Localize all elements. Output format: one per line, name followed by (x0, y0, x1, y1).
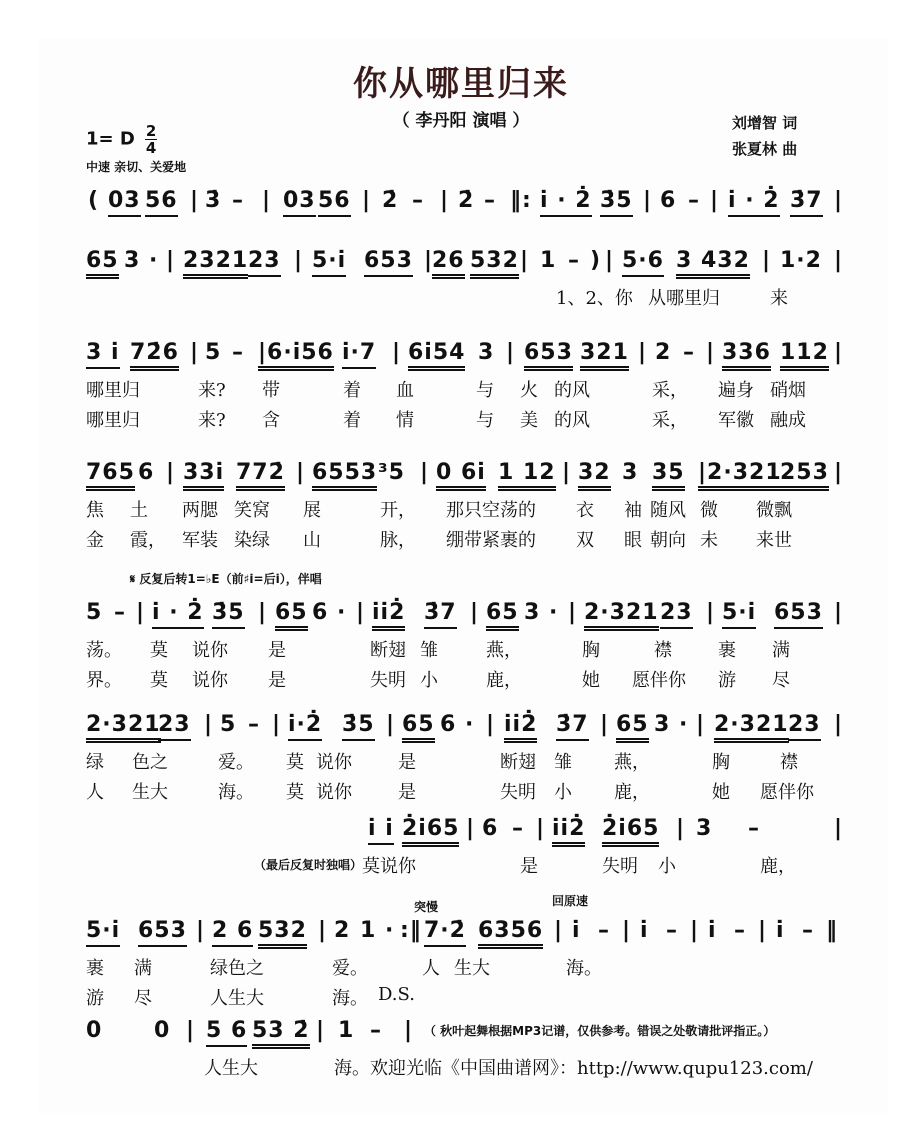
barline: | (186, 1018, 196, 1043)
lyric-syllable: 人生大 (210, 988, 264, 1009)
note-group: 5·i̇ (722, 600, 756, 629)
barline: | (204, 712, 214, 737)
barline: | (190, 340, 200, 365)
note-group: 112 (780, 340, 829, 371)
lyric-syllable: 满 (134, 958, 152, 979)
note-group: 772̇ (236, 460, 285, 491)
note-group: 56 (318, 188, 351, 217)
note-group: 65 (486, 600, 519, 631)
barline: | (470, 600, 480, 625)
note-group: 0 (154, 1018, 171, 1043)
barline: | (834, 188, 844, 213)
barline: | (316, 1018, 326, 1043)
note-group: 1 (540, 248, 557, 273)
time-sig-bottom: 4 (145, 139, 157, 157)
barline: | (622, 918, 632, 943)
lyric-syllable: 眼 (624, 530, 642, 551)
lyric-syllable: 着 (343, 410, 361, 431)
lyric-syllable: 哪里归 (86, 410, 140, 431)
barline: | (690, 918, 700, 943)
note-group: – (484, 188, 496, 213)
lyric-syllable: 来? (198, 410, 226, 431)
note-group: 2321 (183, 248, 248, 279)
lyric-syllable: 是 (398, 752, 416, 773)
note-group: 3̇5 (212, 600, 245, 629)
note-group: 65 (616, 712, 649, 743)
lyric-syllable: 美 (520, 410, 538, 431)
time-sig-top: 2 (145, 122, 157, 140)
lyric-syllable: 襟 (780, 752, 798, 773)
lyric-syllable: 失明 (602, 856, 638, 877)
note-group: 653 (364, 248, 413, 277)
lyric-syllable: 焦 (86, 500, 104, 521)
lyric-syllable: 脉， (380, 530, 416, 551)
lyric-syllable: 随风 (650, 500, 686, 521)
barline: ‖: (510, 188, 532, 213)
lyric-syllable: 哪里归 (86, 380, 140, 401)
note-group: 1 12 (498, 460, 556, 491)
barline: | (710, 188, 720, 213)
note-group: 532 (258, 918, 307, 949)
note-group: 6553 (312, 460, 377, 491)
note-group: 0 6i̇ (436, 460, 486, 491)
lyricist-credit: 刘增智 词 (732, 114, 798, 132)
note-group: 03 (283, 188, 316, 217)
lyric-syllable: 金 (86, 530, 104, 551)
note-group: 653 (138, 918, 187, 947)
note-group: |2·321 (698, 460, 782, 491)
barline: | (294, 248, 304, 273)
note-group: i̇ i̇ (368, 816, 394, 845)
barline: | (696, 712, 706, 737)
note-group: 23 (788, 712, 821, 741)
lyric-syllable: 裹 (718, 640, 736, 661)
note-group: – (370, 1018, 382, 1043)
key-signature (86, 124, 157, 155)
note-group: 532 (470, 248, 519, 279)
note-group: – (802, 918, 814, 943)
note-group: 2̇i̇65 (602, 816, 659, 847)
note-group: 765 (86, 460, 135, 491)
note-group: 321 (580, 340, 629, 371)
lyric-syllable: 海。 (566, 958, 602, 979)
note-group: 5·i̇ (86, 918, 120, 947)
note-group: 2 (334, 918, 351, 943)
note-group: 2·321 (714, 712, 789, 743)
barline: | (568, 600, 578, 625)
note-group: 3 432 (676, 248, 750, 279)
note-group: 5·i̇ (312, 248, 346, 277)
note-group: i̇ (708, 918, 717, 943)
lyric-syllable: 界。 (86, 670, 122, 691)
lyric-syllable: 血 (396, 380, 414, 401)
lyric-syllable: 莫 (150, 670, 168, 691)
lyric-syllable: 生大 (132, 782, 168, 803)
note-group: 23 (660, 600, 693, 629)
note-group: 35 (652, 460, 685, 491)
note-group: 6 (138, 460, 155, 485)
lyric-syllable: 融成 (770, 410, 806, 431)
lyric-syllable: 笑窝 (234, 500, 270, 521)
note-group: 2·321 (86, 712, 161, 743)
singer-credit: （ 李丹阳 演唱 ） (392, 111, 530, 131)
barline: | (318, 918, 328, 943)
note-group: 65 (275, 600, 308, 631)
note-group: 23 (248, 248, 281, 277)
barline: | (424, 248, 434, 273)
barline: | (386, 712, 396, 737)
lyric-syllable: 双 (576, 530, 594, 551)
lyric-syllable: 爱。 (332, 958, 368, 979)
barline: | (562, 460, 572, 485)
lyric-syllable: 她 (712, 782, 730, 803)
lyric-syllable: 荡。 (86, 640, 122, 661)
lyric-syllable: 她 (582, 670, 600, 691)
barline: | (834, 248, 844, 273)
lyric-syllable: 愿伴你 (632, 670, 686, 691)
lyric-syllable: 人 (422, 958, 440, 979)
lyric-syllable: 鹿， (486, 670, 522, 691)
note-group: 5 (220, 712, 237, 737)
lyric-syllable: 说你 (316, 752, 352, 773)
barline: | (420, 460, 430, 485)
barline: | (486, 712, 496, 737)
lyric-syllable: 莫 (286, 752, 304, 773)
lyric-syllable: 来? (198, 380, 226, 401)
note-group: 3̇7 (424, 600, 457, 629)
note-group: 65 (402, 712, 435, 743)
note-group: 3 · (654, 712, 689, 737)
lyric-syllable: 的风 (554, 410, 590, 431)
note-group: i̇i̇2̇ (504, 712, 537, 743)
note-group: 5·6 (622, 248, 664, 277)
barline: | (536, 816, 546, 841)
note-group: 6 (660, 188, 677, 213)
note-group: 2 (655, 340, 672, 365)
note-group: 6356 (478, 918, 543, 949)
lyric-syllable: 尽 (772, 670, 790, 691)
note-group: 26 (432, 248, 465, 279)
note-group: 3 · (124, 248, 159, 273)
lyric-syllable: 微飘 (756, 500, 792, 521)
note-group: – (232, 188, 244, 213)
lyric-syllable: 生大 (454, 958, 490, 979)
lyric-syllable: 霞， (130, 530, 166, 551)
barline: | (196, 918, 206, 943)
note-group: ) (590, 248, 602, 273)
note-group: 653 (774, 600, 823, 629)
barline: | (834, 340, 844, 365)
lyric-syllable: 人 (86, 782, 104, 803)
lyric-syllable: 愿伴你 (760, 782, 814, 803)
note-group: ³5 (378, 460, 405, 485)
lyric-syllable: 小 (420, 670, 438, 691)
lyric-syllable: 绿 (86, 752, 104, 773)
lyric-syllable: 1、2、你 (556, 288, 633, 309)
lyric-syllable: 断翅 (500, 752, 536, 773)
lyric-syllable: 说你 (316, 782, 352, 803)
lyric-syllable: 莫 (150, 640, 168, 661)
lyric-syllable: 未 (700, 530, 718, 551)
barline: | (758, 918, 768, 943)
note-group: 6 (482, 816, 499, 841)
note-group: 1 · (360, 918, 395, 943)
lyric-syllable: 硝烟 (770, 380, 806, 401)
lyric-syllable: 小 (658, 856, 676, 877)
lyric-syllable: 尽 (134, 988, 152, 1009)
lyric-syllable: D.S. (378, 984, 415, 1005)
note-group: 3 (478, 340, 495, 365)
note-group: 23 (158, 712, 191, 741)
lyric-syllable: 与 (476, 410, 494, 431)
note-group: 1·2 (780, 248, 822, 273)
note-group: 6i̇54 (408, 340, 465, 371)
note-group: 56 (145, 188, 178, 217)
time-signature (145, 124, 157, 155)
barline: | (404, 1018, 414, 1043)
note-group: – (412, 188, 424, 213)
lyric-syllable: 山 (303, 530, 321, 551)
lyric-syllable: 游 (718, 670, 736, 691)
note-group: – (734, 918, 746, 943)
lyric-syllable: 绿色之 (210, 958, 264, 979)
barline: | (190, 188, 200, 213)
barline: | (166, 460, 176, 485)
lyric-syllable: 雏 (420, 640, 438, 661)
lyric-syllable: 燕， (486, 640, 522, 661)
note-group: – (748, 816, 760, 841)
note-group: – (248, 712, 260, 737)
note-group: 2 6 (212, 918, 253, 947)
note-group: 6 · (312, 600, 347, 625)
note-group: |6·i̇56 (258, 340, 334, 371)
note-group: 653 (524, 340, 573, 371)
lyric-syllable: 开， (380, 500, 416, 521)
note-group: 2̇ (382, 188, 399, 213)
lyric-syllable: 失明 (370, 670, 406, 691)
barline: | (258, 600, 268, 625)
barline: | (362, 188, 372, 213)
barline: | (520, 248, 530, 273)
note-group: – (568, 248, 580, 273)
lyric-syllable: 说你 (192, 640, 228, 661)
repeat-annotation: 𝄋 反复后转1=♭E（前♯i̇=后i̇），伴唱 (130, 572, 322, 586)
lyric-syllable: 失明 (500, 782, 536, 803)
barline: | (605, 248, 615, 273)
lyric-syllable: 海。 (332, 988, 368, 1009)
note-group: i̇ (776, 918, 785, 943)
lyric-syllable: 绷带紧裹的 (446, 530, 536, 551)
lyric-syllable: 来世 (756, 530, 792, 551)
lyric-syllable: 襟 (654, 640, 672, 661)
note-group: 65 (86, 248, 119, 279)
lyric-syllable: 是 (268, 670, 286, 691)
note-group: – (666, 918, 678, 943)
lyric-syllable: 小 (554, 782, 572, 803)
lyric-syllable: 雏 (554, 752, 572, 773)
lyric-syllable: 袖 (624, 500, 642, 521)
note-group: 3 (696, 816, 713, 841)
barline: | (272, 712, 282, 737)
lyric-syllable: 鹿， (614, 782, 650, 803)
lyric-syllable: 火 (520, 380, 538, 401)
lyric-syllable: 是 (520, 856, 538, 877)
note-group: 32 (578, 460, 611, 491)
note-group: 33i̇ (183, 460, 224, 491)
lyric-syllable: 含 (262, 410, 280, 431)
note-group: 7·2̇ (424, 918, 466, 947)
note-group: 2̇i̇65 (402, 816, 459, 847)
note-group: i̇i̇2̇ (372, 600, 405, 631)
barline: | (296, 460, 306, 485)
lyric-syllable: 人生大 (204, 1058, 258, 1079)
note-group: 3̇5 (342, 712, 375, 741)
barline: | (834, 712, 844, 737)
note-group: 5 (86, 600, 103, 625)
note-group: 53 2̇ (252, 1018, 310, 1049)
note-group: 336 (722, 340, 771, 371)
lyric-syllable: 着 (343, 380, 361, 401)
lyric-syllable: 胸 (712, 752, 730, 773)
lyric-syllable: （最后反复时独唱） (254, 858, 363, 872)
note-group: i̇i̇2̇ (552, 816, 585, 847)
lyric-syllable: 展 (303, 500, 321, 521)
note-group: i̇·2̇ (288, 712, 322, 741)
note-group: i̇ · 2̇ (540, 188, 592, 217)
note-group: 0 (86, 1018, 103, 1043)
barline: | (466, 816, 476, 841)
lyric-syllable: 从哪里归 (648, 288, 720, 309)
barline: | (834, 460, 844, 485)
note-group: i̇·7 (342, 340, 376, 369)
note-group: 03 (108, 188, 141, 217)
lyric-syllable: 衣 (576, 500, 594, 521)
barline: | (392, 340, 402, 365)
lyric-syllable: 土 (130, 500, 148, 521)
lyric-syllable: 情 (396, 410, 414, 431)
tempo-marking: 中速 亲切、关爱地 (86, 160, 187, 174)
barline: | (706, 600, 716, 625)
note-group: i̇ · 2̇ (152, 600, 204, 629)
lyric-syllable: 来 (770, 288, 788, 309)
lyric-syllable: 与 (476, 380, 494, 401)
note-group: 5 (205, 340, 222, 365)
lyric-syllable: 裹 (86, 958, 104, 979)
barline: | (676, 816, 686, 841)
barline: | (600, 712, 610, 737)
note-group: – (688, 188, 700, 213)
barline: | (136, 600, 146, 625)
note-group: – (512, 816, 524, 841)
composer-credit: 张夏林 曲 (732, 140, 798, 158)
note-group: 72̇6 (130, 340, 179, 371)
barline: | (356, 600, 366, 625)
lyric-syllable: 军徽 (718, 410, 754, 431)
lyric-syllable: 莫说你 (362, 856, 416, 877)
lyric-syllable: 染绿 (234, 530, 270, 551)
note-group: 3̇7 (556, 712, 589, 741)
lyric-syllable: 莫 (286, 782, 304, 803)
lyric-syllable: 说你 (192, 670, 228, 691)
lyric-syllable: 爱。 (218, 752, 254, 773)
barline: | (643, 188, 653, 213)
note-group: 3 i̇ (86, 340, 120, 369)
note-group: 3̇ (205, 188, 222, 213)
note-group: – (598, 918, 610, 943)
lyric-syllable: 断翅 (370, 640, 406, 661)
note-group: ( (88, 188, 100, 213)
lyric-syllable: 朝向 (650, 530, 686, 551)
note-group: 6 · (440, 712, 475, 737)
barline: | (506, 340, 516, 365)
lyric-syllable: 采， (652, 380, 688, 401)
lyric-syllable: 游 (86, 988, 104, 1009)
barline: | (834, 600, 844, 625)
lyric-syllable: 满 (772, 640, 790, 661)
barline: | (440, 188, 450, 213)
lyric-syllable: 鹿， (760, 856, 796, 877)
tempo-change-mark: 回原速 (552, 894, 589, 908)
lyric-syllable: 胸 (582, 640, 600, 661)
note-group: 5 6 (206, 1018, 247, 1047)
note-group: 3̇5 (600, 188, 633, 217)
barline: | (262, 188, 272, 213)
song-title: 你从哪里归来 (353, 64, 569, 104)
note-group: 3̇7 (790, 188, 823, 217)
lyric-syllable: 带 (262, 380, 280, 401)
barline: | (706, 340, 716, 365)
lyric-syllable: 军装 (182, 530, 218, 551)
lyric-syllable: 那只空荡的 (446, 500, 536, 521)
barline: | (166, 248, 176, 273)
lyric-syllable: 海。欢迎光临《中国曲谱网》：http://www.qupu123.com/ (334, 1058, 813, 1079)
lyric-syllable: 遍身 (718, 380, 754, 401)
tempo-change-mark: 突慢 (414, 900, 439, 914)
lyric-syllable: 燕， (614, 752, 650, 773)
note-group: 2·321 (584, 600, 659, 631)
lyric-syllable: 两腮 (182, 500, 218, 521)
barline: ‖ (826, 918, 838, 943)
key-label: 1= D (86, 128, 135, 150)
transcription-note: （ 秋叶起舞根据MP3记谱，仅供参考。错误之处敬请批评指正。） (424, 1024, 776, 1038)
note-group: i̇ (640, 918, 649, 943)
lyric-syllable: 微 (700, 500, 718, 521)
barline: | (834, 816, 844, 841)
lyric-syllable: 采， (652, 410, 688, 431)
barline: | (554, 918, 564, 943)
barline: | (762, 248, 772, 273)
lyric-syllable: 是 (268, 640, 286, 661)
lyric-syllable: 的风 (554, 380, 590, 401)
note-group: – (683, 340, 695, 365)
lyric-syllable: 海。 (218, 782, 254, 803)
barline: :‖ (400, 918, 422, 943)
note-group: 253 (780, 460, 829, 491)
note-group: 1 (338, 1018, 355, 1043)
note-group: – (232, 340, 244, 365)
lyric-syllable: 色之 (132, 752, 168, 773)
note-group: i̇ · 2̇ (728, 188, 780, 217)
lyric-syllable: 是 (398, 782, 416, 803)
note-group: 2̇ (458, 188, 475, 213)
note-group: 3 (622, 460, 639, 485)
barline: | (638, 340, 648, 365)
note-group: 3 · (524, 600, 559, 625)
note-group: – (114, 600, 126, 625)
note-group: i̇ (572, 918, 581, 943)
